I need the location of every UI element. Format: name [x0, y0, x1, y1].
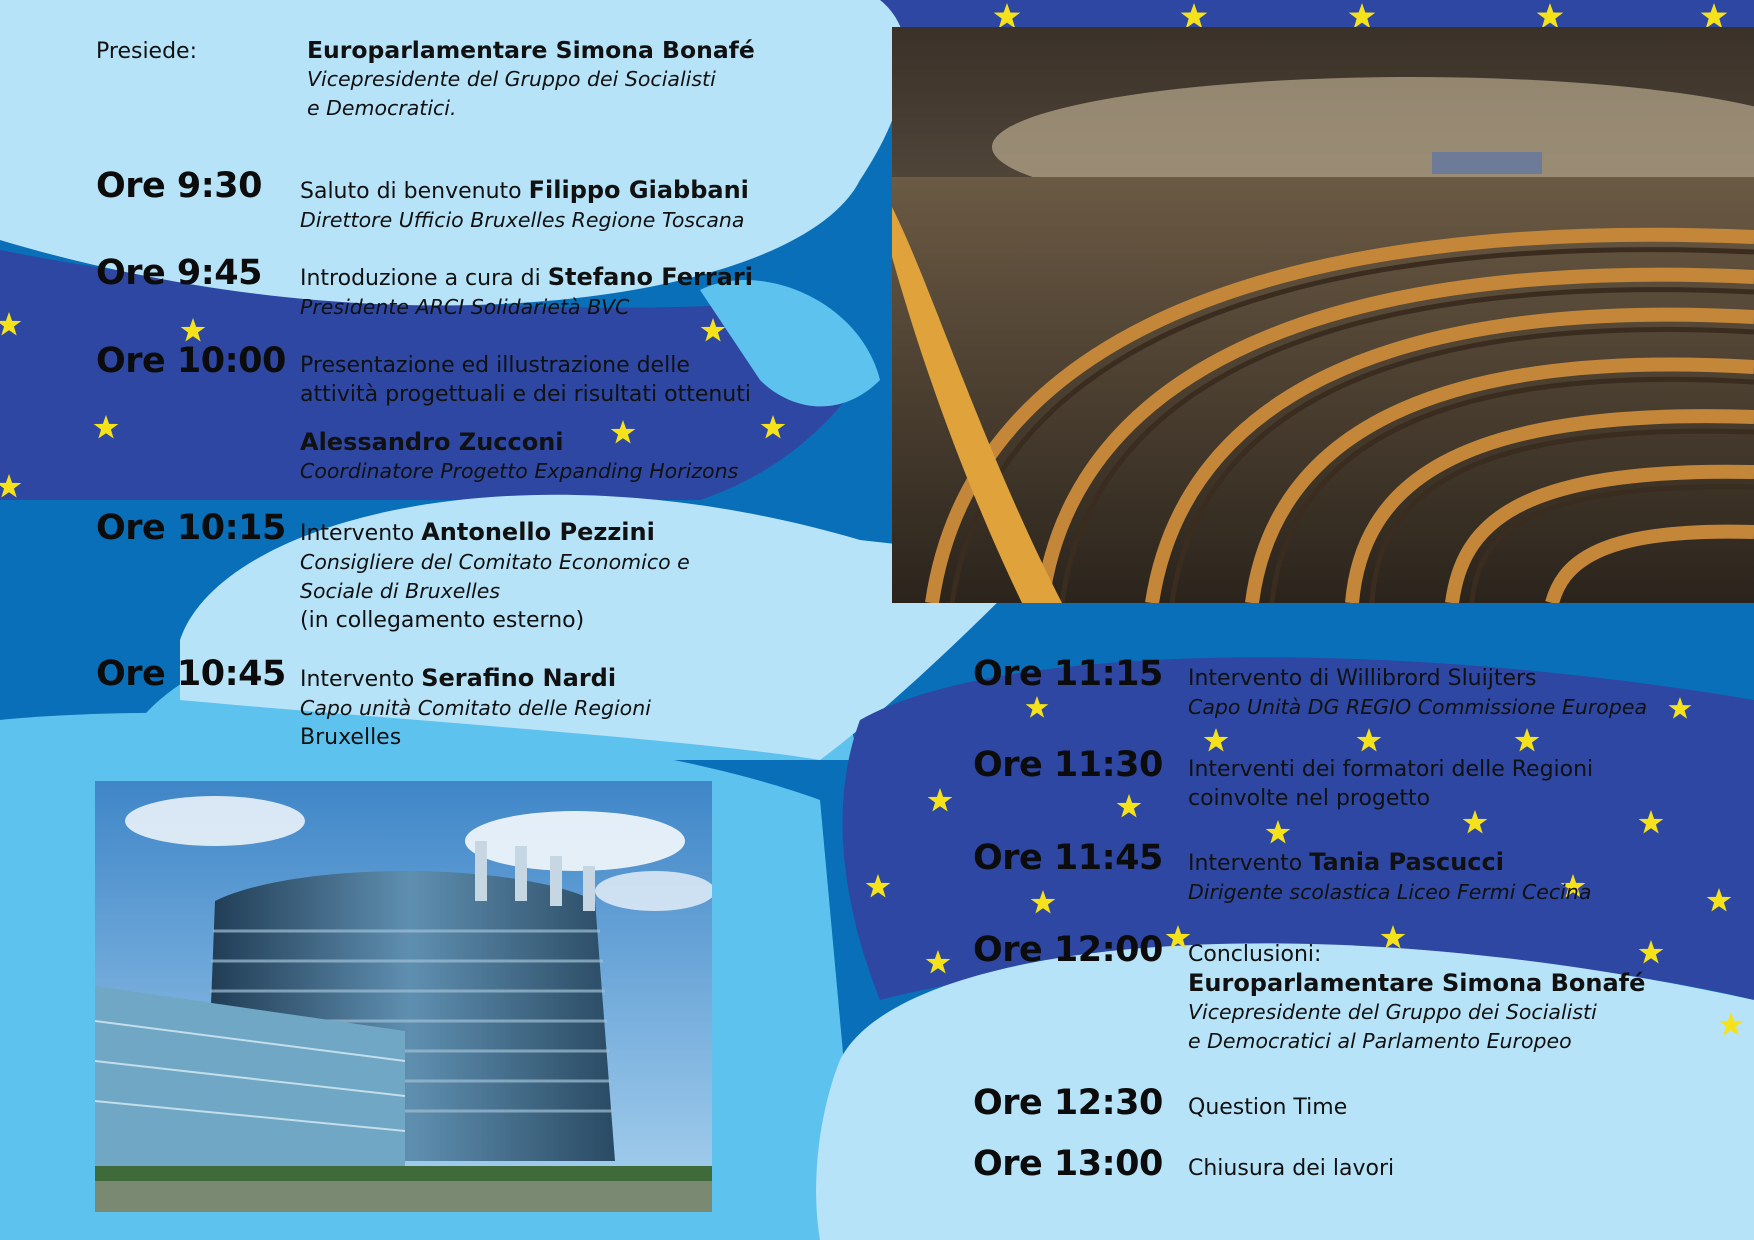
- speaker-role: Capo Unità DG REGIO Commissione Europea: [1188, 695, 1648, 719]
- item-line: Interventi dei formatori delle Regioni: [1188, 757, 1594, 782]
- agenda-item-1045: [300, 664, 651, 752]
- item-note: (in collegamento esterno): [300, 608, 585, 633]
- presiede-role-line2: e Democratici.: [307, 96, 457, 120]
- presiede-label: Presiede:: [96, 39, 197, 64]
- item-note: Bruxelles: [300, 725, 402, 750]
- time-1000: Ore 10:00: [96, 341, 286, 381]
- presiede-block: [307, 36, 755, 123]
- time-1015: Ore 10:15: [96, 508, 286, 548]
- item-line: attività progettuali e dei risultati ottenuti: [300, 382, 751, 407]
- time-1145: Ore 11:45: [973, 838, 1163, 878]
- time-1300: Ore 13:00: [973, 1144, 1163, 1184]
- presiede-role-line1: Vicepresidente del Gruppo dei Socialisti: [307, 67, 716, 91]
- speaker-name: Filippo Giabbani: [528, 176, 749, 204]
- item-line: Chiusura dei lavori: [1188, 1156, 1395, 1181]
- speaker-role: Coordinatore Progetto Expanding Horizons: [300, 459, 739, 483]
- item-line: Conclusioni:: [1188, 942, 1322, 967]
- time-1230: Ore 12:30: [973, 1083, 1163, 1123]
- time-0930: Ore 9:30: [96, 166, 262, 206]
- presiede-name: Europarlamentare Simona Bonafé: [307, 36, 755, 64]
- item-line: Question Time: [1188, 1095, 1348, 1120]
- item-pre: Intervento: [300, 667, 422, 692]
- parliament-building-photo: [95, 781, 712, 1212]
- item-pre: Intervento: [300, 521, 422, 546]
- item-pre: Intervento: [1188, 851, 1310, 876]
- speaker-role: Dirigente scolastica Liceo Fermi Cecina: [1188, 880, 1592, 904]
- speaker-role: Vicepresidente del Gruppo dei Socialisti: [1188, 1000, 1597, 1024]
- speaker-name: Alessandro Zucconi: [300, 428, 564, 456]
- time-0945: Ore 9:45: [96, 253, 262, 293]
- agenda-item-0930: [300, 176, 749, 235]
- speaker-role: Capo unità Comitato delle Regioni: [300, 696, 651, 720]
- speaker-name: Europarlamentare Simona Bonafé: [1188, 969, 1646, 997]
- speaker-role: Presidente ARCI Solidarietà BVC: [300, 295, 630, 319]
- time-1130: Ore 11:30: [973, 745, 1163, 785]
- item-pre: Saluto di benvenuto: [300, 179, 529, 204]
- time-1115: Ore 11:15: [973, 654, 1163, 694]
- agenda-item-1130: [1188, 755, 1593, 813]
- speaker-name: Serafino Nardi: [421, 664, 617, 692]
- agenda-item-1115: [1188, 664, 1647, 722]
- speaker-name: Antonello Pezzini: [421, 518, 655, 546]
- item-line: Intervento di Willibrord Sluijters: [1188, 666, 1537, 691]
- item-pre: Introduzione a cura di: [300, 266, 548, 291]
- agenda-item-1300: [1188, 1154, 1394, 1183]
- time-1045: Ore 10:45: [96, 654, 286, 694]
- agenda-item-1000: [300, 351, 751, 409]
- time-1200: Ore 12:00: [973, 930, 1163, 970]
- speaker-role: e Democratici al Parlamento Europeo: [1188, 1029, 1572, 1053]
- item-line: coinvolte nel progetto: [1188, 786, 1431, 811]
- speaker-name: Stefano Ferrari: [547, 263, 753, 291]
- agenda-item-1015: [300, 518, 690, 635]
- hemicycle-photo: [892, 27, 1754, 603]
- agenda-item-1200: [1188, 940, 1645, 1056]
- speaker-role: Sociale di Bruxelles: [300, 579, 501, 603]
- speaker-role: Consigliere del Comitato Economico e: [300, 550, 690, 574]
- agenda-item-1145: [1188, 848, 1591, 907]
- item-line: Presentazione ed illustrazione delle: [300, 353, 690, 378]
- speaker-role: Direttore Ufficio Bruxelles Regione Toscana: [300, 208, 745, 232]
- speaker-name: Tania Pascucci: [1309, 848, 1504, 876]
- agenda-item-0945: [300, 263, 753, 322]
- agenda-speaker-1000: [300, 428, 738, 486]
- agenda-item-1230: [1188, 1093, 1347, 1122]
